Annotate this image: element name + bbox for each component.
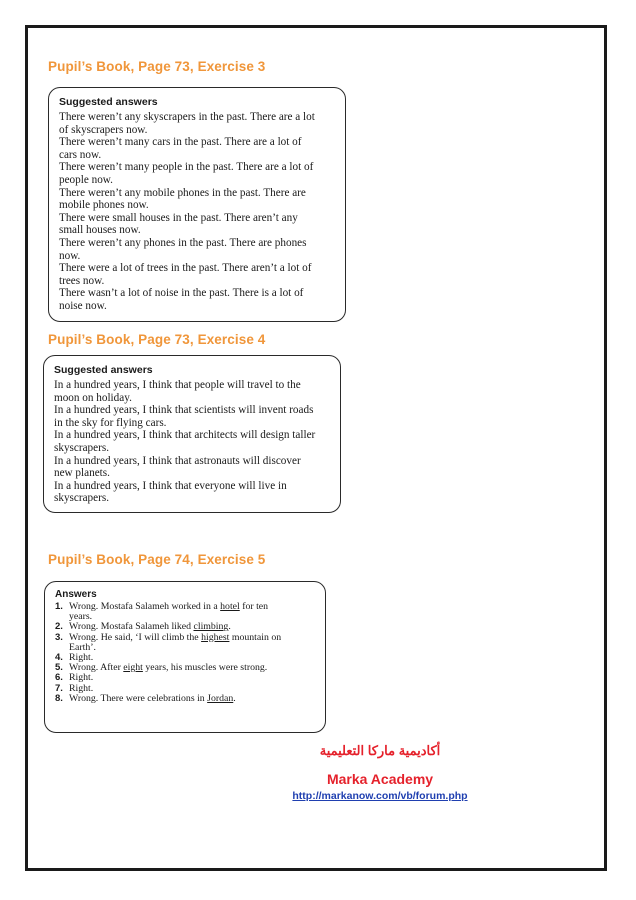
- box-body: [54, 379, 330, 505]
- answer-line: There were small houses in the past. There aren’t any: [59, 211, 298, 224]
- answer-line: There weren’t any skyscrapers in the past. There are a lot: [59, 111, 315, 123]
- box-title: Answers: [55, 589, 97, 600]
- answer-line: In a hundred years, I think that everyone will live in: [54, 479, 287, 492]
- answers-list: [55, 602, 315, 704]
- answer-text-end: mountain on: [229, 631, 282, 643]
- answer-text-start: Right.: [69, 672, 94, 684]
- answer-line: mobile phones now.: [59, 199, 149, 212]
- answer-box-exercise-5: [44, 581, 326, 733]
- answer-text-end: for ten: [239, 601, 269, 612]
- answer-box-exercise-4: [43, 355, 341, 513]
- answer-text-start: Wrong. After: [69, 662, 124, 674]
- answer-line: In a hundred years, I think that people will travel to the: [54, 379, 301, 391]
- answer-number: 8.: [55, 692, 63, 704]
- answer-keyword: eight: [123, 662, 143, 674]
- answer-line: now.: [59, 249, 81, 262]
- answer-keyword: Jordan: [207, 692, 234, 704]
- answer-line: people now.: [59, 173, 113, 186]
- answer-line: of skyscrapers now.: [59, 123, 148, 136]
- section-heading-exercise-4: Pupil’s Book, Page 73, Exercise 4: [48, 332, 266, 347]
- answer-item: [55, 602, 315, 622]
- answer-continuation: years.: [69, 611, 93, 623]
- answer-line: in the sky for flying cars.: [54, 416, 167, 429]
- box-title: Suggested answers: [54, 364, 153, 376]
- answer-text-start: Wrong. There were celebrations in: [69, 692, 208, 704]
- answer-text-start: Wrong. Mostafa Salameh liked: [69, 621, 194, 633]
- answer-text-end: .: [228, 621, 231, 633]
- answer-line: skyscrapers.: [54, 492, 109, 505]
- answer-number: 4.: [55, 652, 63, 664]
- section-heading-exercise-3: Pupil’s Book, Page 73, Exercise 3: [48, 59, 266, 74]
- box-body: [59, 111, 335, 313]
- answer-number: 5.: [55, 662, 63, 674]
- answer-continuation: Earth’.: [69, 641, 96, 653]
- answer-text-end: years, his muscles were strong.: [142, 662, 268, 674]
- answer-line: moon on holiday.: [54, 391, 132, 404]
- answer-line: There were a lot of trees in the past. There aren’t a lot of: [59, 262, 312, 275]
- answer-text-start: Wrong. Mostafa Salameh worked in a: [69, 601, 221, 612]
- answer-keyword: climbing: [193, 621, 229, 633]
- answer-text: [69, 633, 315, 653]
- answer-line: noise now.: [59, 299, 107, 312]
- answer-line: In a hundred years, I think that scientists will invent roads: [54, 404, 314, 417]
- answer-line: skyscrapers.: [54, 441, 109, 454]
- answer-line: There weren’t many cars in the past. There are a lot of: [59, 136, 302, 149]
- answer-line: In a hundred years, I think that astronauts will discover: [54, 454, 301, 467]
- answer-text: [69, 663, 315, 673]
- answer-line: In a hundred years, I think that architects will design taller: [54, 429, 316, 442]
- answer-text-start: Right.: [69, 682, 94, 694]
- section-heading-exercise-5: Pupil’s Book, Page 74, Exercise 5: [48, 552, 266, 567]
- answer-line: There weren’t any mobile phones in the past. There are: [59, 186, 306, 199]
- answer-text: [69, 694, 315, 704]
- answer-number: 2.: [55, 621, 63, 633]
- answer-line: There weren’t any phones in the past. There are phones: [59, 236, 307, 249]
- answer-item: [55, 673, 315, 683]
- footer-forum-link[interactable]: http://markanow.com/vb/forum.php: [292, 790, 468, 802]
- answer-keyword: highest: [201, 631, 230, 643]
- answer-text: [69, 602, 315, 622]
- answer-number: 1.: [55, 601, 63, 612]
- answer-line: There weren’t many people in the past. There are a lot of: [59, 161, 314, 174]
- answer-line: new planets.: [54, 467, 110, 480]
- answer-item: [55, 633, 315, 653]
- answer-line: trees now.: [59, 274, 105, 287]
- answer-box-exercise-3: [48, 87, 346, 322]
- answer-keyword: hotel: [220, 601, 240, 612]
- answer-line: There wasn’t a lot of noise in the past. There is a lot of: [59, 287, 304, 300]
- answer-text-start: Right.: [69, 652, 94, 664]
- footer-academy-name: Marka Academy: [326, 771, 434, 787]
- answer-text-end: .: [233, 692, 236, 704]
- answer-number: 7.: [55, 682, 63, 694]
- box-title: Suggested answers: [59, 96, 158, 108]
- answer-text-start: Wrong. He said, ‘I will climb the: [69, 631, 202, 643]
- answer-number: 3.: [55, 631, 63, 643]
- answer-line: cars now.: [59, 148, 102, 161]
- answer-item: [55, 694, 315, 704]
- footer-arabic-name: أكاديمية ماركا التعليمية: [319, 743, 441, 758]
- answer-item: [55, 663, 315, 673]
- answer-text: [69, 673, 315, 683]
- answer-number: 6.: [55, 672, 63, 684]
- answer-line: small houses now.: [59, 224, 141, 237]
